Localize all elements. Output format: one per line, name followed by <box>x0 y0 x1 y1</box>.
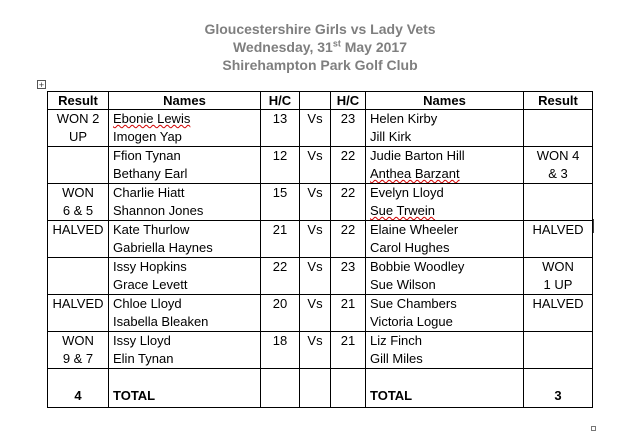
right-names-cell <box>366 110 524 147</box>
left-names-line: Issy Lloyd <box>113 333 171 348</box>
results-table <box>47 91 593 408</box>
left-result-line <box>52 165 104 183</box>
left-names-line: Ebonie Lewis <box>113 111 191 126</box>
right-handicap-cell <box>331 258 366 295</box>
date-rest: May 2017 <box>340 39 408 55</box>
document-header <box>0 20 640 74</box>
left-result-cell <box>48 110 109 147</box>
document-venue: Shirehampton Park Golf Club <box>222 57 418 73</box>
left-result-line <box>52 239 104 257</box>
right-names-cell <box>366 221 524 258</box>
table-row <box>48 295 593 332</box>
empty-cell <box>261 369 300 408</box>
left-total-score: 4 <box>48 369 109 408</box>
right-result-line: & 3 <box>548 166 568 181</box>
left-names-line: Ffion Tynan <box>113 148 181 163</box>
right-names-line: Jill Kirk <box>370 129 412 144</box>
versus-label: Vs <box>307 296 323 311</box>
right-names-line: Sue Wilson <box>370 277 436 292</box>
left-handicap-cell <box>261 110 300 147</box>
right-handicap: 21 <box>340 296 356 311</box>
right-names-line: Anthea Barzant <box>370 166 460 181</box>
table-move-handle-icon[interactable]: + <box>38 80 45 90</box>
versus-label-cell <box>300 221 331 258</box>
left-handicap-cell <box>261 147 300 184</box>
left-result-line <box>52 313 104 331</box>
right-result-line <box>528 350 588 368</box>
right-result-cell <box>524 295 593 332</box>
left-names-line: Isabella Bleaken <box>113 314 209 329</box>
empty-cell <box>331 369 366 408</box>
left-result-line: HALVED <box>52 296 104 311</box>
left-handicap-cell <box>261 258 300 295</box>
left-names-line: Kate Thurlow <box>113 222 190 237</box>
left-handicap: 22 <box>272 259 288 274</box>
versus-label: Vs <box>307 185 323 200</box>
right-result-line <box>528 110 588 128</box>
right-result-line <box>528 332 588 350</box>
right-total-label: TOTAL <box>366 369 524 408</box>
left-handicap: 13 <box>272 111 288 126</box>
versus-label-cell <box>300 147 331 184</box>
left-names-cell <box>109 110 261 147</box>
left-total-label: TOTAL <box>109 369 261 408</box>
right-names-cell <box>366 332 524 369</box>
versus-label-cell <box>300 332 331 369</box>
column-header: Names <box>109 92 261 110</box>
left-names-cell <box>109 258 261 295</box>
right-result-line: 1 UP <box>543 277 573 292</box>
right-handicap-cell <box>331 110 366 147</box>
table-row <box>48 184 593 221</box>
date-suffix: st <box>332 38 341 49</box>
right-handicap: 23 <box>340 259 356 274</box>
right-handicap-cell <box>331 147 366 184</box>
document-date <box>0 38 640 56</box>
left-result-line: UP <box>68 129 88 144</box>
right-result-line <box>528 313 588 331</box>
table-row <box>48 147 593 184</box>
left-names-cell <box>109 295 261 332</box>
right-names-line: Sue Trwein <box>370 203 436 218</box>
right-names-line: Bobbie Woodley <box>370 259 465 274</box>
versus-label: Vs <box>307 222 323 237</box>
left-result-line: WON 2 <box>56 111 100 126</box>
right-result-line: HALVED <box>532 296 584 311</box>
right-result-line: WON 4 <box>536 148 580 163</box>
versus-label: Vs <box>307 111 323 126</box>
right-names-line: Helen Kirby <box>370 111 438 126</box>
versus-label: Vs <box>307 333 323 348</box>
right-result-line <box>528 202 588 220</box>
left-result-cell <box>48 295 109 332</box>
right-result-line <box>528 239 588 257</box>
left-handicap: 21 <box>272 222 288 237</box>
right-names-line: Evelyn Lloyd <box>370 185 444 200</box>
totals-row <box>48 369 593 408</box>
left-names-line: Chloe Lloyd <box>113 296 182 311</box>
right-names-line: Carol Hughes <box>370 240 450 255</box>
left-names-line: Grace Levett <box>113 277 188 292</box>
left-handicap: 15 <box>272 185 288 200</box>
left-result-cell <box>48 258 109 295</box>
right-handicap: 22 <box>340 185 356 200</box>
left-result-line: HALVED <box>52 222 104 237</box>
column-header: H/C <box>331 92 366 110</box>
right-handicap-cell <box>331 221 366 258</box>
versus-label: Vs <box>307 148 323 163</box>
left-names-line: Issy Hopkins <box>113 259 187 274</box>
left-handicap: 20 <box>272 296 288 311</box>
right-names-line: Elaine Wheeler <box>370 222 459 237</box>
left-names-cell <box>109 184 261 221</box>
left-handicap-cell <box>261 184 300 221</box>
table-row <box>48 110 593 147</box>
right-handicap-cell <box>331 332 366 369</box>
left-names-cell <box>109 332 261 369</box>
left-names-line: Bethany Earl <box>113 166 188 181</box>
left-handicap-cell <box>261 295 300 332</box>
right-total-score: 3 <box>524 369 593 408</box>
right-handicap-cell <box>331 184 366 221</box>
left-handicap: 12 <box>272 148 288 163</box>
left-handicap: 18 <box>272 333 288 348</box>
right-result-cell <box>524 147 593 184</box>
left-names-line: Imogen Yap <box>113 129 182 144</box>
versus-label-cell <box>300 110 331 147</box>
left-handicap-cell <box>261 221 300 258</box>
left-names-line: Elin Tynan <box>113 351 174 366</box>
table-header-row <box>48 92 593 110</box>
right-names-line: Sue Chambers <box>370 296 457 311</box>
right-result-line: HALVED <box>532 222 584 237</box>
left-names-cell <box>109 221 261 258</box>
left-names-line: Shannon Jones <box>113 203 204 218</box>
column-header: Names <box>366 92 524 110</box>
versus-label-cell <box>300 258 331 295</box>
right-handicap-cell <box>331 295 366 332</box>
table-row <box>48 258 593 295</box>
left-handicap-cell <box>261 332 300 369</box>
text-cursor <box>593 219 594 233</box>
right-names-line: Victoria Logue <box>370 314 453 329</box>
right-result-cell <box>524 332 593 369</box>
right-handicap: 21 <box>340 333 356 348</box>
left-result-line: WON <box>62 185 94 200</box>
right-names-line: Judie Barton Hill <box>370 148 465 163</box>
left-result-line <box>52 258 104 276</box>
column-header: Result <box>524 92 593 110</box>
right-result-cell <box>524 221 593 258</box>
right-handicap: 22 <box>340 148 356 163</box>
left-names-line: Gabriella Haynes <box>113 240 213 255</box>
right-handicap: 22 <box>340 222 356 237</box>
table-resize-handle-icon[interactable] <box>591 426 596 431</box>
right-names-cell <box>366 295 524 332</box>
left-result-line <box>52 147 104 165</box>
left-result-cell <box>48 221 109 258</box>
left-names-line: Charlie Hiatt <box>113 185 185 200</box>
column-header: H/C <box>261 92 300 110</box>
right-names-cell <box>366 258 524 295</box>
document-title: Gloucestershire Girls vs Lady Vets <box>204 21 436 37</box>
right-names-cell <box>366 147 524 184</box>
left-result-line: 9 & 7 <box>62 351 94 366</box>
empty-cell <box>300 369 331 408</box>
right-names-line: Gill Miles <box>370 351 423 366</box>
right-result-line <box>528 128 588 146</box>
right-names-line: Liz Finch <box>370 333 423 348</box>
versus-label-cell <box>300 295 331 332</box>
left-names-cell <box>109 147 261 184</box>
date-prefix: Wednesday, 31 <box>232 39 333 55</box>
left-result-line: WON <box>62 333 94 348</box>
left-result-cell <box>48 184 109 221</box>
table-row <box>48 221 593 258</box>
right-result-cell <box>524 184 593 221</box>
versus-label-cell <box>300 184 331 221</box>
table-row <box>48 332 593 369</box>
right-result-line <box>528 184 588 202</box>
right-result-cell <box>524 258 593 295</box>
left-result-line <box>52 276 104 294</box>
right-names-cell <box>366 184 524 221</box>
right-handicap: 23 <box>340 111 356 126</box>
left-result-cell <box>48 147 109 184</box>
left-result-cell <box>48 332 109 369</box>
right-result-line: WON <box>542 259 574 274</box>
column-header <box>300 92 331 110</box>
column-header: Result <box>48 92 109 110</box>
right-result-cell <box>524 110 593 147</box>
left-result-line: 6 & 5 <box>62 203 94 218</box>
versus-label: Vs <box>307 259 323 274</box>
